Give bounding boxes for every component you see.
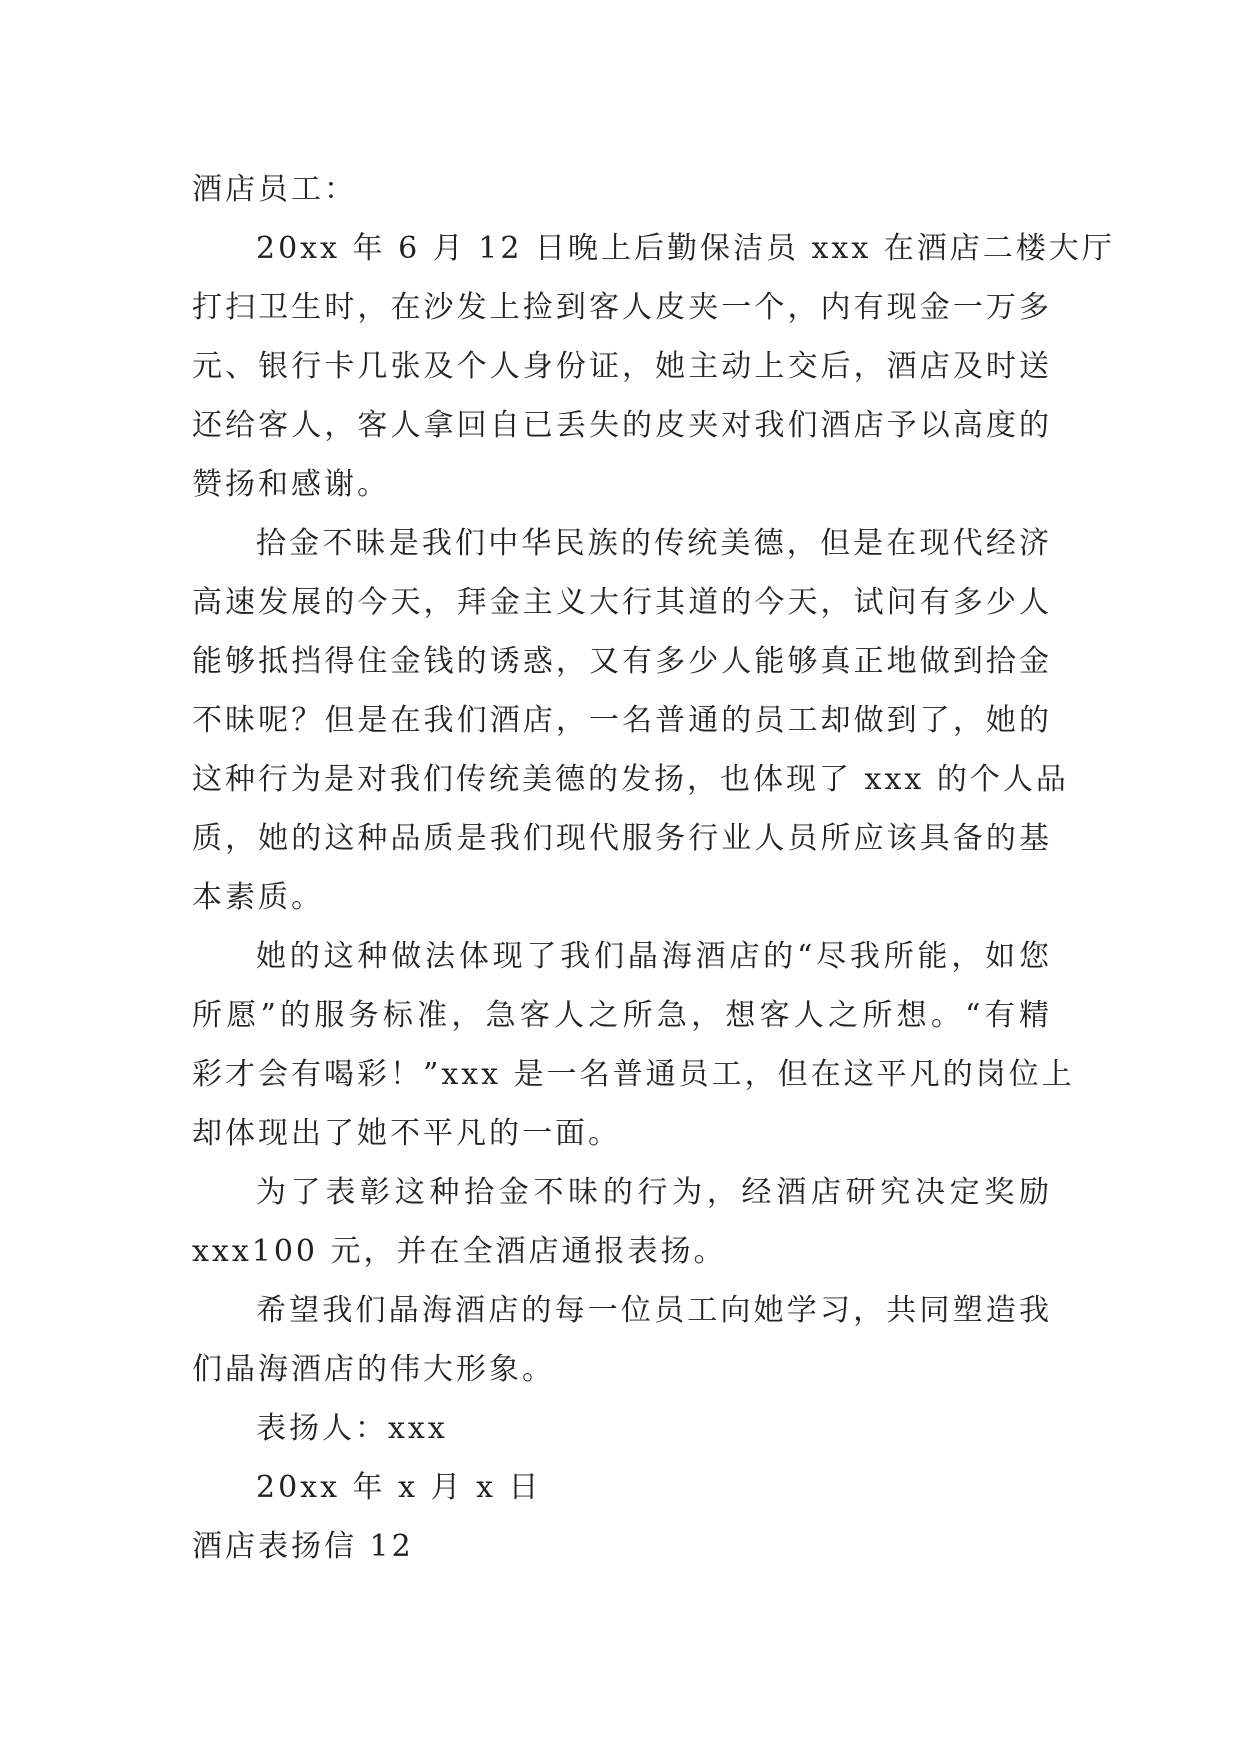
paragraph-line: 质，她的这种品质是我们现代服务行业人员所应该具备的基	[192, 821, 1052, 856]
paragraph-line: 希望我们晶海酒店的每一位员工向她学习，共同塑造我	[256, 1293, 1052, 1328]
paragraph-line: xxx100 元，并在全酒店通报表扬。	[192, 1234, 727, 1269]
paragraph-line: 不昧呢？但是在我们酒店，一名普通的员工却做到了，她的	[192, 703, 1052, 738]
greeting: 酒店员工：	[192, 172, 357, 207]
paragraph-line: 们晶海酒店的伟大形象。	[192, 1352, 555, 1387]
paragraph-line: 打扫卫生时，在沙发上捡到客人皮夹一个，内有现金一万多	[192, 290, 1052, 325]
paragraph-line: 赞扬和感谢。	[192, 467, 390, 502]
paragraph-line: 20xx 年 6 月 12 日晚上后勤保洁员 xxx 在酒店二楼大厅	[256, 231, 1115, 266]
signature: 表扬人：xxx	[256, 1411, 448, 1446]
next-title: 酒店表扬信 12	[192, 1529, 414, 1564]
paragraph-line: 所愿”的服务标准，急客人之所急，想客人之所想。“有精	[192, 998, 1052, 1033]
paragraph-line: 拾金不昧是我们中华民族的传统美德，但是在现代经济	[256, 526, 1052, 561]
paragraph-line: 彩才会有喝彩！”xxx 是一名普通员工，但在这平凡的岗位上	[192, 1057, 1075, 1092]
paragraph-line: 能够抵挡得住金钱的诱惑，又有多少人能够真正地做到拾金	[192, 644, 1052, 679]
date: 20xx 年 x 月 x 日	[256, 1470, 542, 1505]
paragraph-line: 本素质。	[192, 880, 324, 915]
paragraph-line: 还给客人，客人拿回自已丢失的皮夹对我们酒店予以高度的	[192, 408, 1052, 443]
letter-body	[192, 160, 1115, 1576]
paragraph-line: 她的这种做法体现了我们晶海酒店的“尽我所能，如您	[256, 939, 1052, 974]
paragraph-line: 为了表彰这种拾金不昧的行为，经酒店研究决定奖励	[256, 1175, 1052, 1210]
paragraph-line: 这种行为是对我们传统美德的发扬，也体现了 xxx 的个人品	[192, 762, 1069, 797]
paragraph-line: 却体现出了她不平凡的一面。	[192, 1116, 621, 1151]
paragraph-line: 元、银行卡几张及个人身份证，她主动上交后，酒店及时送	[192, 349, 1052, 384]
paragraph-line: 高速发展的今天，拜金主义大行其道的今天，试问有多少人	[192, 585, 1052, 620]
